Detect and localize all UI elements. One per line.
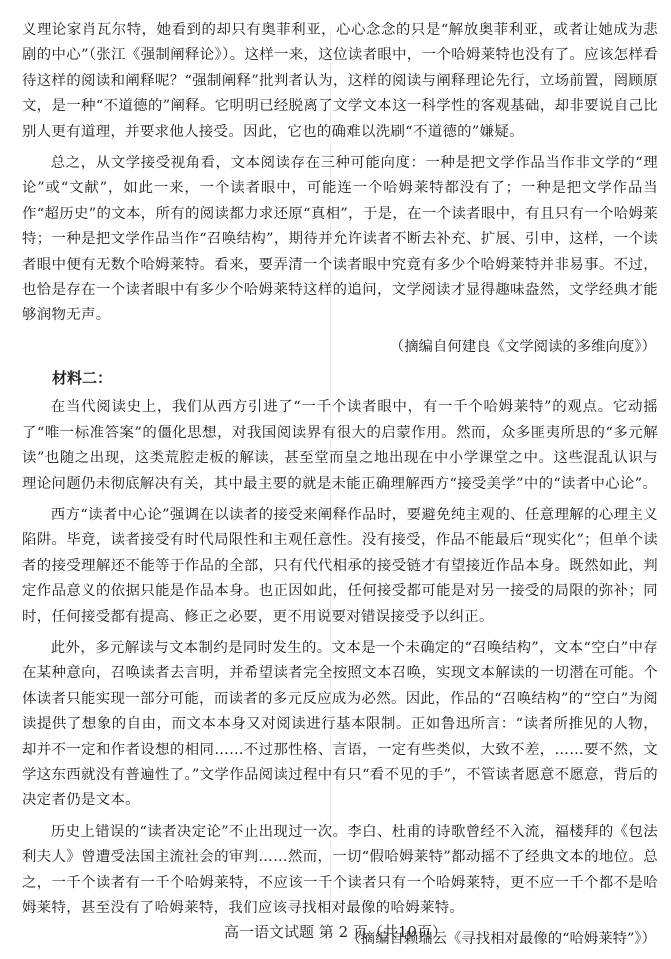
paragraph-bottom-2: 西方“读者中心论”强调在以读者的接受来阐释作品时，要避免纯主观的、任意理解的心理主义陷阱。毕竟，读者接受有时代局限性和主观任意性。没有接受，作品不能最后“现实化”；但单个读者的接受理解还不能等于作品的全部，只有代代相承的接受链才有望接近作品本身。既然如此，判定作品意义的依据只能是作品本身。也正因如此，任何接受都可能是对另一接受的局限的弥补；同时，任何接受都有提高、修正之必要，更不用说要对错误接受予以纠正。 — [22, 506, 658, 625]
page-footer: 高一语文试题 第 2 页（共10页） — [224, 923, 447, 941]
source-citation-1: （摘编自何建良《文学阅读的多维向度》） — [389, 338, 656, 355]
paragraph-top-2: 总之，从文学接受视角看，文本阅读存在三种可能向度：一种是把文学作品当作非文学的“理论”或“文献”，如此一来，一个读者眼中，可能连一个哈姆莱特都没有了；一种是把文学作品当作“超历史”的文本，所有的阅读都力求还原“真相”，于是，在一个读者眼中，有且只有一个哈姆莱特；一种是把文学作品当作“召唤结构”，期待并允许读者不断去补充、扩展、引申，这样，一个读者眼中便有无数个哈姆莱特。看来，要弄清一个读者眼中究竟有多少个哈姆莱特并非易事。不过，也恰是存在一个读者眼中有多少个哈姆莱特这样的追问，文学阅读才显得趣味盎然，文学经典才能够润物无声。 — [22, 155, 658, 324]
article-body — [22, 18, 658, 959]
paragraph-bottom-1: 在当代阅读史上，我们从西方引进了“一千个读者眼中，有一千个哈姆莱特”的观点。它动摇了“唯一标准答案”的僵化思想，对我国阅读界有很大的启蒙作用。然而，众多匪夷所思的“多元解读”也随之出现，这类荒腔走板的解读，甚至堂而皇之地出现在中小学课堂之中。这些混乱认识与理论问题仍未彻底解决有关，其中最主要的就是未能正确理解西方“接受美学”中的“读者中心论”。 — [22, 399, 658, 492]
paragraph-top-1: 义理论家肖瓦尔特，她看到的却只有奥菲利亚，心心念念的只是“解放奥菲利亚，或者让她成为悲剧的中心”（张江《强制阐释论》）。这样一来，这位读者眼中，一个哈姆莱特也没有了。应该怎样看待这样的阅读和阐释呢？“强制阐释”批判者认为，这样的阅读与阐释理论先行，立场前置，罔顾原文，是一种“不道德的”阐释。它明明已经脱离了文学文本这一科学性的客观基础，却非要说自己比别人更有道理，并要求他人接受。因此，它也的确难以洗刷“不道德的”嫌疑。 — [22, 22, 658, 140]
material-two-heading: 材料二： — [52, 369, 113, 388]
paragraph-bottom-4: 历史上错误的“读者决定论”不止出现过一次。李白、杜甫的诗歌曾经不入流，福楼拜的《包法利夫人》曾遭受法国主流社会的审判……然而，一切“假哈姆莱特”都动摇不了经典文本的地位。总之，一千个读者有一千个哈姆莱特，不应该一千个读者只有一个哈姆莱特，更不应一千个都不是哈姆莱特，甚至没有了哈姆莱特，我们应该寻找相对最像的哈姆莱特。 — [22, 823, 658, 916]
source-citation-2: （摘编自赖瑞云《寻找相对最像的“哈姆莱特”》） — [346, 931, 656, 948]
paragraph-bottom-3: 此外，多元解读与文本制约是同时发生的。文本是一个未确定的“召唤结构”，文本“空白”中存在某种意向，召唤读者去言明，并希望读者完全按照文本召唤，实现文本解读的一切潜在可能。个体读者只能实现一部分可能，而读者的多元反应成为必然。因此，作品的“召唤结构”的“空白”为阅读提供了想象的自由，而文本本身又对阅读进行基本限制。正如鲁迅所言：“读者所推见的人物，却并不一定和作者设想的相同……不过那性格、言语，一定有些类似，大致不差，……要不然，文学这东西就没有普遍性了。”文学作品阅读过程中有只“看不见的手”，不管读者愿意不愿意，背后的决定者仍是文本。 — [22, 639, 658, 809]
